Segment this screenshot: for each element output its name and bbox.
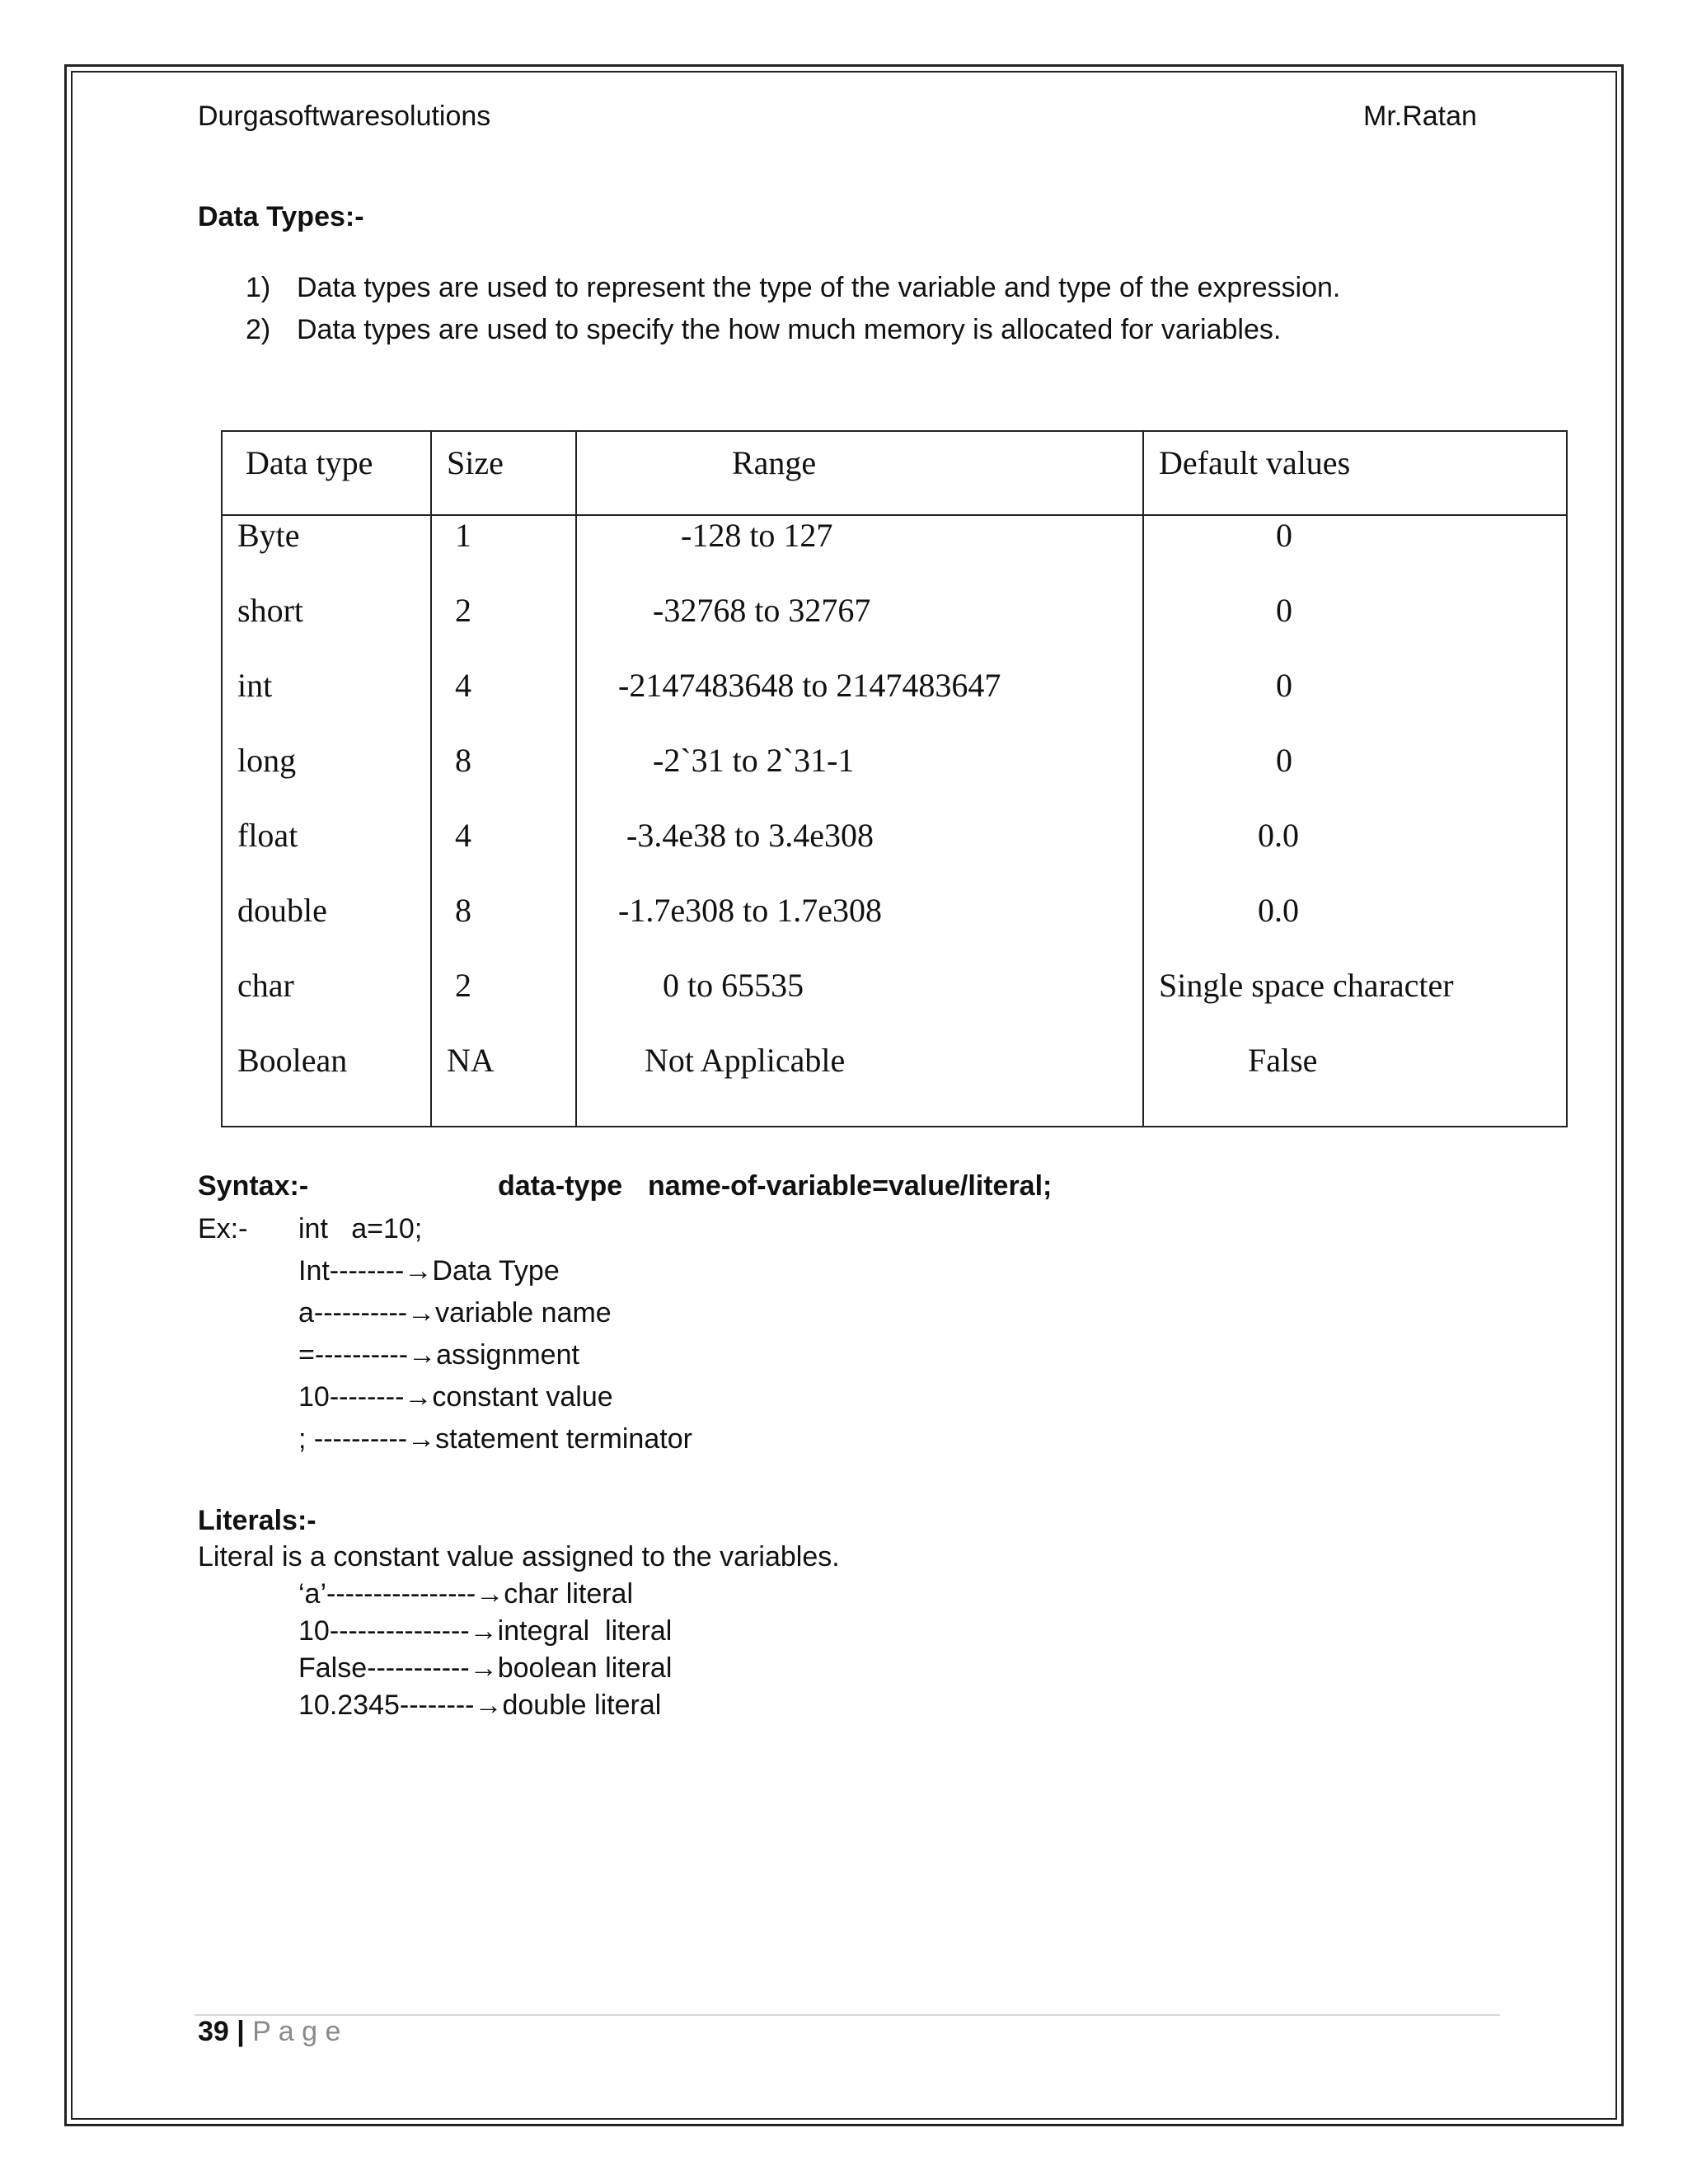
literal-example-value: 10--------------- bbox=[298, 1615, 470, 1647]
literal-example-kind: double literal bbox=[502, 1690, 662, 1721]
literal-example-line bbox=[298, 1652, 672, 1685]
right-arrow-icon: → bbox=[408, 1339, 437, 1371]
syntax-part-meaning: statement terminator bbox=[435, 1423, 692, 1455]
table-cell-type: float bbox=[237, 817, 298, 854]
table-cell-size: 4 bbox=[455, 667, 471, 704]
section-heading-data-types: Data Types:- bbox=[198, 201, 364, 232]
default-values-column bbox=[1143, 515, 1567, 1127]
table-cell-default: 0 bbox=[1276, 517, 1292, 554]
table-cell-range: 0 to 65535 bbox=[663, 967, 804, 1004]
syntax-part-line bbox=[298, 1381, 613, 1413]
table-cell-size: NA bbox=[447, 1042, 495, 1079]
syntax-part-line bbox=[298, 1423, 692, 1455]
table-cell-range: -3.4e38 to 3.4e308 bbox=[626, 817, 874, 854]
table-header-cell bbox=[431, 431, 576, 515]
literal-example-value: ‘a’---------------- bbox=[298, 1578, 476, 1610]
page-word: P a g e bbox=[252, 2016, 341, 2047]
list-item-text: Data types are used to represent the type of the variable and type of the expression. bbox=[297, 272, 1341, 303]
syntax-part-token: Int-------- bbox=[298, 1255, 405, 1286]
literal-example-value: False----------- bbox=[298, 1652, 470, 1684]
right-arrow-icon: → bbox=[476, 1578, 504, 1610]
syntax-part-line bbox=[298, 1255, 560, 1287]
table-header-cell bbox=[1143, 431, 1567, 515]
syntax-part-line bbox=[298, 1297, 612, 1329]
table-cell-size: 4 bbox=[455, 817, 471, 854]
syntax-datatype: data-type bbox=[498, 1170, 623, 1202]
data-types-table bbox=[221, 430, 1568, 1127]
table-body-row bbox=[222, 515, 1567, 1127]
right-arrow-icon: → bbox=[474, 1690, 503, 1721]
table-cell-type: int bbox=[237, 667, 273, 704]
data-type-column bbox=[222, 515, 431, 1127]
list-item-number: 2) bbox=[246, 314, 271, 345]
table-cell-range: -2`31 to 2`31-1 bbox=[653, 742, 855, 779]
syntax-label: Syntax:- bbox=[198, 1170, 309, 1202]
table-cell-type: double bbox=[237, 892, 327, 929]
table-cell-default: 0 bbox=[1276, 742, 1292, 779]
table-cell-type: char bbox=[237, 967, 294, 1004]
footer-separator: | bbox=[237, 2016, 245, 2047]
table-header-cell bbox=[222, 431, 431, 515]
page-footer bbox=[198, 2016, 340, 2048]
example-code: int a=10; bbox=[298, 1213, 423, 1244]
list-item-number: 1) bbox=[246, 272, 271, 303]
literal-example-line bbox=[298, 1578, 633, 1610]
right-arrow-icon: → bbox=[404, 1255, 433, 1286]
literal-example-line bbox=[298, 1615, 672, 1647]
literal-example-line bbox=[298, 1690, 661, 1722]
table-cell-range: -1.7e308 to 1.7e308 bbox=[618, 892, 882, 929]
table-cell-type: Boolean bbox=[237, 1042, 348, 1079]
table-cell-default: False bbox=[1248, 1042, 1318, 1079]
column-header-range: Range bbox=[732, 444, 817, 481]
section-heading-literals: Literals:- bbox=[198, 1505, 316, 1536]
syntax-part-meaning: constant value bbox=[432, 1381, 613, 1413]
list-item-text: Data types are used to specify the how much memory is allocated for variables. bbox=[297, 314, 1282, 345]
literal-example-kind: integral literal bbox=[497, 1615, 673, 1647]
right-arrow-icon: → bbox=[407, 1297, 436, 1329]
footer-divider bbox=[195, 2014, 1500, 2016]
table-header-row bbox=[222, 431, 1567, 515]
table-cell-range: -32768 to 32767 bbox=[653, 592, 871, 629]
column-header-size: Size bbox=[447, 444, 504, 481]
table-cell-default: Single space character bbox=[1159, 967, 1454, 1004]
syntax-part-token: 10-------- bbox=[298, 1381, 405, 1413]
header-author: Mr.Ratan bbox=[1363, 101, 1477, 132]
table-cell-default: 0 bbox=[1276, 592, 1292, 629]
table-cell-type: long bbox=[237, 742, 297, 779]
table-cell-default: 0.0 bbox=[1258, 892, 1299, 929]
right-arrow-icon: → bbox=[469, 1652, 498, 1684]
literal-example-kind: boolean literal bbox=[497, 1652, 673, 1684]
right-arrow-icon: → bbox=[469, 1615, 498, 1647]
table-cell-size: 8 bbox=[455, 892, 471, 929]
syntax-part-token: =---------- bbox=[298, 1339, 409, 1371]
literal-example-kind: char literal bbox=[504, 1578, 634, 1610]
page-number: 39 bbox=[198, 2016, 229, 2047]
literals-definition: Literal is a constant value assigned to the variables. bbox=[198, 1541, 840, 1572]
column-header-default-values: Default values bbox=[1159, 444, 1351, 481]
table-cell-type: Byte bbox=[237, 517, 300, 554]
syntax-part-meaning: assignment bbox=[436, 1339, 579, 1371]
table-cell-type: short bbox=[237, 592, 303, 629]
table-cell-default: 0.0 bbox=[1258, 817, 1299, 854]
column-header-data-type: Data type bbox=[246, 444, 373, 481]
syntax-part-line bbox=[298, 1339, 579, 1371]
literal-example-value: 10.2345-------- bbox=[298, 1690, 475, 1721]
syntax-part-meaning: variable name bbox=[435, 1297, 612, 1329]
syntax-part-token: a---------- bbox=[298, 1297, 408, 1329]
right-arrow-icon: → bbox=[407, 1423, 436, 1455]
table-cell-size: 2 bbox=[455, 592, 471, 629]
example-label: Ex:- bbox=[198, 1213, 248, 1244]
syntax-expression: name-of-variable=value/literal; bbox=[648, 1170, 1053, 1202]
table-header-cell bbox=[576, 431, 1143, 515]
table-cell-range: -2147483648 to 2147483647 bbox=[618, 667, 1001, 704]
syntax-part-token: ; ---------- bbox=[298, 1423, 408, 1455]
table-cell-default: 0 bbox=[1276, 667, 1292, 704]
syntax-part-meaning: Data Type bbox=[432, 1255, 560, 1286]
table-cell-range: -128 to 127 bbox=[681, 517, 833, 554]
table-cell-range: Not Applicable bbox=[645, 1042, 846, 1079]
right-arrow-icon: → bbox=[404, 1381, 433, 1413]
table-cell-size: 2 bbox=[455, 967, 471, 1004]
range-column bbox=[576, 515, 1143, 1127]
table-cell-size: 8 bbox=[455, 742, 471, 779]
size-column bbox=[431, 515, 576, 1127]
table-cell-size: 1 bbox=[455, 517, 471, 554]
header-company: Durgasoftwaresolutions bbox=[198, 101, 491, 132]
